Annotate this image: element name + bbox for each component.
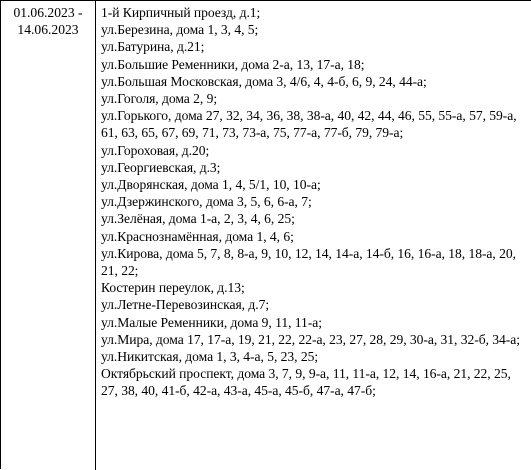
address-line: ул.Зелёная, дома 1-а, 2, 3, 4, 6, 25;	[101, 211, 295, 227]
address-line: Октябрьский проспект, дома 3, 7, 9, 9-а, 11, 11-а, 12, 14, 16-а, 21, 22, 25, 27, 38, 40, 41-б, 42-а, 43-а, 45-а, 45-б, 47-а, 47-б;	[101, 366, 511, 399]
address-line: ул.Дворянская, дома 1, 4, 5/1, 10, 10-а;	[101, 177, 321, 193]
address-line: ул.Березина, дома 1, 3, 4, 5;	[101, 22, 259, 38]
address-line: ул.Мира, дома 17, 17-а, 19, 21, 22, 22-а, 23, 27, 28, 29, 30-а, 31, 32-б, 34-а;	[101, 331, 520, 347]
date-range-cell	[1, 1, 96, 470]
address-line: ул.Горького, дома 27, 32, 34, 36, 38, 38-а, 40, 42, 44, 46, 55, 55-а, 57, 59-а, 61, 63, 65, 67, 69, 71, 73, 73-а, 75, 77-а, 77-б, 79, 79-а;	[101, 108, 517, 141]
address-line: Костерин переулок, д.13;	[101, 280, 245, 296]
address-line: ул.Георгиевская, д.3;	[101, 159, 221, 175]
address-line: ул.Летне-Перевозинская, д.7;	[101, 297, 270, 313]
date-from: 01.06.2023 -	[13, 5, 83, 20]
address-line: ул.Гороховая, д.20;	[101, 142, 210, 158]
address-line: ул.Большие Ременники, дома 2-а, 13, 17-а, 18;	[101, 56, 365, 72]
address-line: 1-й Кирпичный проезд, д.1;	[101, 5, 261, 20]
address-line: ул.Большая Московская, дома 3, 4/6, 4, 4-б, 6, 9, 24, 44-а;	[101, 73, 427, 89]
address-line: ул.Батурина, д.21;	[101, 39, 205, 55]
address-line: ул.Краснознамённая, дома 1, 4, 6;	[101, 228, 294, 244]
address-list-cell	[97, 1, 531, 470]
address-line: ул.Кирова, дома 5, 7, 8, 8-а, 9, 10, 12, 14, 14-а, 14-б, 16, 16-а, 18, 18-а, 20, 21, 22;	[101, 245, 516, 279]
address-line: ул.Никитская, дома 1, 3, 4-а, 5, 23, 25;	[101, 349, 319, 365]
address-line: ул.Гоголя, дома 2, 9;	[101, 91, 218, 107]
date-to: 14.06.2023	[17, 22, 79, 38]
address-line: ул.Дзержинского, дома 3, 5, 6, 6-а, 7;	[101, 194, 312, 210]
address-line: ул.Малые Ременники, дома 9, 11, 11-а;	[101, 314, 322, 330]
